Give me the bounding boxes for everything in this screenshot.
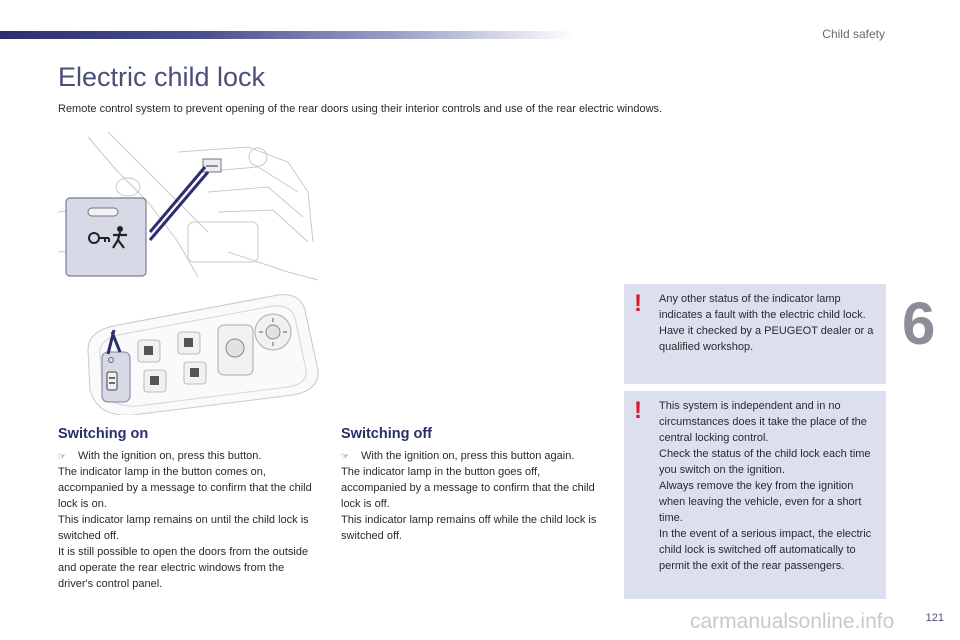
bullet-item: [341, 448, 603, 464]
bullet-text: With the ignition on, press this button.: [78, 450, 262, 462]
switching-on-heading: Switching on: [58, 426, 149, 442]
paragraph: The indicator lamp in the button goes off, accompanied by a message to confirm that the child lock is off.: [341, 466, 595, 510]
paragraph: Any other status of the indicator lamp indicates a fault with the electric child lock.: [659, 293, 866, 321]
intro-text: Remote control system to prevent opening of the rear doors using their interior controls and use of the rear electric windows.: [58, 103, 663, 115]
warning-icon: !: [634, 397, 642, 424]
warning-box: [624, 284, 886, 384]
page-title: Electric child lock: [58, 62, 266, 92]
page-number: 121: [925, 612, 944, 624]
chapter-number: 6: [902, 290, 936, 357]
switching-on-text: [58, 448, 320, 592]
paragraph: It is still possible to open the doors from the outside and operate the rear electric windows from the driver's control panel.: [58, 546, 309, 590]
paragraph: In the event of a serious impact, the electric child lock is switched off automatically to permit the exit of the rear passengers.: [659, 528, 872, 572]
paragraph: Have it checked by a PEUGEOT dealer or a qualified workshop.: [659, 325, 874, 353]
dashboard-illustration: [58, 132, 323, 282]
warning-text: [659, 291, 881, 355]
paragraph: This indicator lamp remains off while the child lock is switched off.: [341, 514, 597, 542]
warning-box: [624, 391, 886, 599]
switching-off-text: [341, 448, 603, 544]
switching-off-heading: Switching off: [341, 426, 433, 442]
warning-icon: !: [634, 290, 642, 317]
bullet-item: [58, 448, 320, 464]
pointer-icon: ☞: [58, 451, 67, 461]
window-controls-illustration: [78, 290, 323, 415]
watermark: carmanualsonline.info: [690, 610, 895, 633]
header-bar: [0, 31, 575, 39]
paragraph: The indicator lamp in the button comes on, accompanied by a message to confirm that the child lock is on.: [58, 466, 312, 510]
paragraph: This indicator lamp remains on until the child lock is switched off.: [58, 514, 309, 542]
pointer-icon: ☞: [341, 451, 350, 461]
paragraph: This system is independent and in no circumstances does it take the place of the central locking control.: [659, 400, 867, 444]
paragraph: Check the status of the child lock each time you switch on the ignition.: [659, 448, 871, 476]
warning-text: [659, 398, 881, 574]
bullet-text: With the ignition on, press this button again.: [361, 450, 575, 462]
section-title: Child safety: [822, 27, 885, 41]
paragraph: Always remove the key from the ignition when leaving the vehicle, even for a short time.: [659, 480, 862, 524]
